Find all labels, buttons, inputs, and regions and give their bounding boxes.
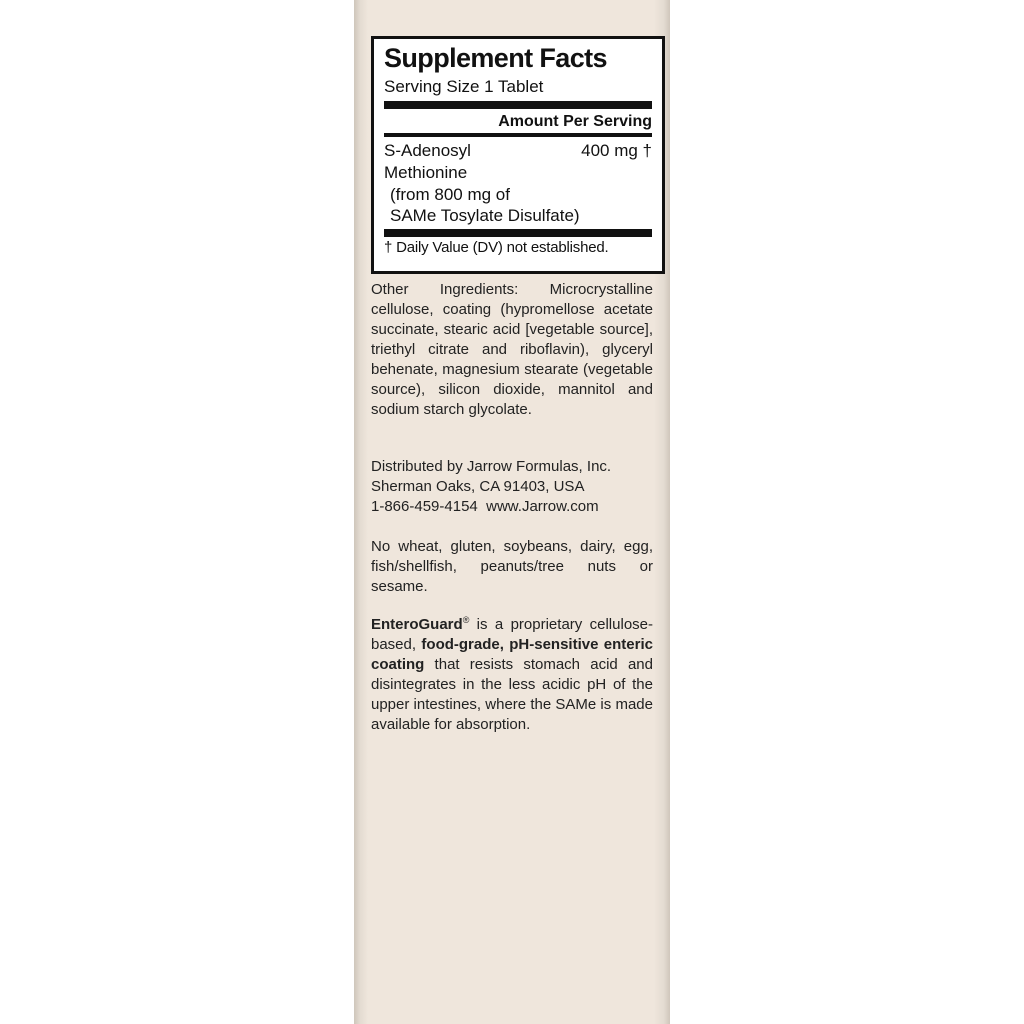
distributor-phone: 1-866-459-4154 <box>371 498 478 515</box>
ingredient-source-line2: SAMe Tosylate Disulfate) <box>390 206 580 225</box>
daily-value-footnote: † Daily Value (DV) not established. <box>384 239 609 256</box>
distributor-info <box>371 457 653 517</box>
ingredient-amount: 400 mg † <box>581 141 652 160</box>
distributor-line1: Distributed by Jarrow Formulas, Inc. <box>371 458 612 475</box>
amount-per-serving-header: Amount Per Serving <box>498 113 652 130</box>
serving-size: Serving Size 1 Tablet <box>384 77 544 96</box>
registered-mark: ® <box>462 615 470 625</box>
distributor-line2: Sherman Oaks, CA 91403, USA <box>371 478 585 495</box>
enteroguard-brand: EnteroGuard <box>371 616 463 633</box>
other-ingredients: Other Ingredients: Microcrystalline cellulose, coating (hypromellose acetate succinate, stearic acid [vegetable source], triethyl citrate and riboflavin), glyceryl behenate, magnesium stearate (vegetable source), silicon dioxide, mannitol and sodium starch glycolate. <box>371 281 653 418</box>
divider-medium <box>384 133 652 137</box>
enteroguard-description <box>371 615 653 735</box>
ingredient-name-line2: Methionine <box>384 163 468 182</box>
distributor-contact <box>371 497 653 517</box>
allergen-statement: No wheat, gluten, soybeans, dairy, egg, fish/shellfish, peanuts/tree nuts or sesame. <box>371 538 653 595</box>
distributor-website: www.Jarrow.com <box>486 498 599 515</box>
ingredient-source-line1: (from 800 mg of <box>390 185 510 204</box>
divider-bottom <box>384 229 652 237</box>
ingredient-row <box>384 140 652 226</box>
ingredient-name-line1: S-Adenosyl <box>384 141 471 160</box>
divider-thick <box>384 101 652 109</box>
enteroguard-text1: is a proprietary cellulose-based, <box>371 616 653 653</box>
supplement-facts-title: Supplement Facts <box>384 43 607 73</box>
enteroguard-text2: that resists stomach acid and disintegrates in the less acidic pH of the upper intestines, where the SAMe is made available for absorption. <box>371 656 653 733</box>
label-panel <box>354 0 670 1024</box>
supplement-facts-box <box>371 36 665 274</box>
enteroguard-bold-phrase: food-grade, pH-sensitive enteric coating <box>371 636 653 673</box>
